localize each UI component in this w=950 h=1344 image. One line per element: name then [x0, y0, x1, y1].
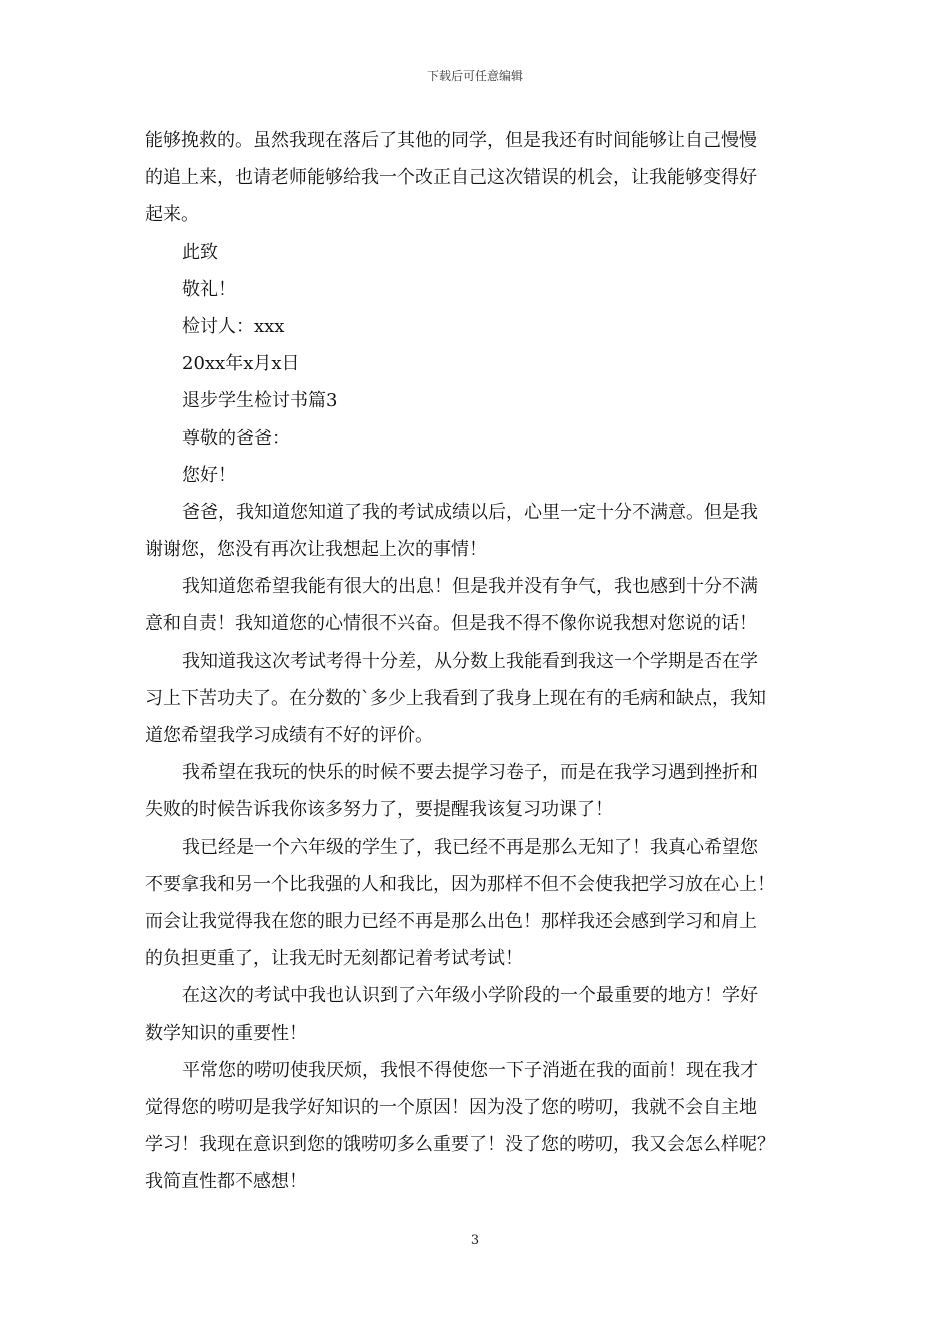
signature-line: 检讨人：xxx [182, 315, 285, 337]
text-line: 不要拿我和另一个比我强的人和我比，因为那样不但不会使我把学习放在心上！ [145, 873, 775, 895]
text-line: 我知道我这次考试考得十分差，从分数上我能看到我这一个学期是否在学 [182, 650, 758, 672]
text-line: 我知道您希望我能有很大的出息！但是我并没有争气，我也感到十分不满 [182, 576, 758, 598]
text-line: 而会让我觉得我在您的眼力已经不再是那么出色！那样我还会感到学习和肩上 [145, 910, 757, 932]
text-line: 在这次的考试中我也认识到了六年级小学阶段的一个最重要的地方！学好 [182, 985, 758, 1007]
letter-greeting: 尊敬的爸爸： [182, 427, 290, 449]
text-line: 的追上来，也请老师能够给我一个改正自己这次错误的机会，让我能够变得好 [145, 167, 757, 189]
page-number: 3 [470, 1233, 480, 1248]
text-line: 我希望在我玩的快乐的时候不要去提学习卷子，而是在我学习遇到挫折和 [182, 762, 758, 784]
closing-salutation: 此致 [182, 241, 218, 263]
text-line: 爸爸，我知道您知道了我的考试成绩以后，心里一定十分不满意。但是我 [182, 501, 758, 523]
text-line: 意和自责！我知道您的心情很不兴奋。但是我不得不像你说我想对您说的话！ [145, 613, 757, 635]
text-line: 能够挽救的。虽然我现在落后了其他的同学，但是我还有时间能够让自己慢慢 [145, 130, 757, 151]
letter-hello: 您好！ [182, 464, 236, 486]
date-line: 20xx年x月x日 [182, 353, 300, 375]
section-title: 退步学生检讨书篇3 [182, 390, 338, 412]
text-line: 谢谢您，您没有再次让我想起上次的事情！ [145, 539, 487, 561]
text-line: 道您希望我学习成绩有不好的评价。 [145, 725, 433, 746]
text-line: 起来。 [145, 204, 199, 226]
closing-respect: 敬礼！ [182, 278, 236, 300]
text-line: 的负担更重了，让我无时无刻都记着考试考试！ [145, 948, 523, 970]
text-line: 失败的时候告诉我你该多努力了，要提醒我该复习功课了！ [145, 799, 613, 821]
document-body [145, 122, 815, 1200]
text-line: 数学知识的重要性！ [145, 1022, 307, 1044]
text-line: 觉得您的唠叨是我学好知识的一个原因！因为没了您的唠叨，我就不会自主地 [145, 1096, 757, 1118]
text-line: 平常您的唠叨使我厌烦，我恨不得使您一下子消逝在我的面前！现在我才 [182, 1059, 758, 1081]
text-line: 我已经是一个六年级的学生了，我已经不再是那么无知了！我真心希望您 [182, 836, 758, 858]
text-line: 我简直性都不感想！ [145, 1171, 307, 1193]
page-header-note: 下载后可任意编辑 [426, 69, 523, 83]
text-line: 习上下苦功夫了。在分数的`多少上我看到了我身上现在有的毛病和缺点，我知 [145, 687, 766, 709]
text-line: 学习！我现在意识到您的饿唠叨多么重要了！没了您的唠叨，我又会怎么样呢？ [145, 1134, 775, 1156]
